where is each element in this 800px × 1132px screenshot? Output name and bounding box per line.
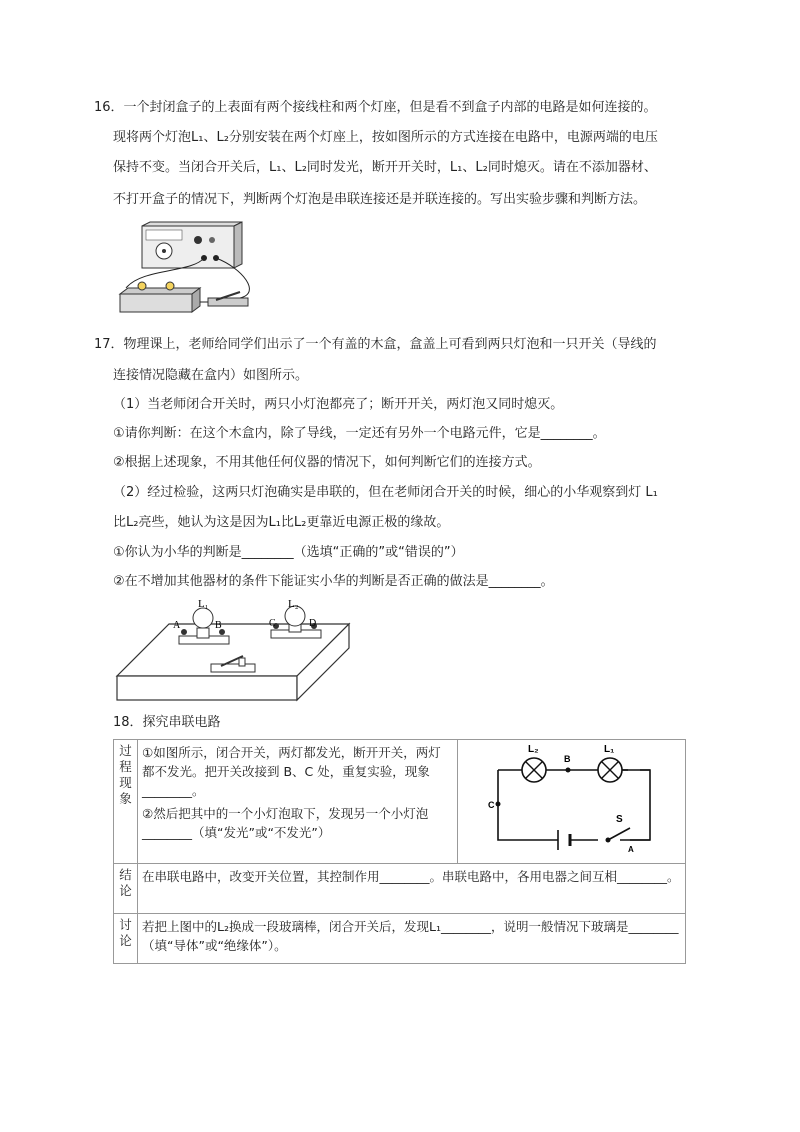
power-supply (142, 222, 242, 268)
q17-line8: ①你认为小华的判断是________（选填“正确的”或“错误的”） (113, 545, 464, 560)
q17-line1: 17．物理课上，老师给同学们出示了一个有盖的木盒，盒盖上可看到两只灯泡和一只开关（导线的 (94, 337, 657, 352)
q17-line3: （1）当老师闭合开关时，两只小灯泡都亮了；断开开关，两灯泡又同时熄灭。 (113, 397, 564, 412)
label-l1: L₁ (198, 598, 209, 610)
row-conclusion-text: 在串联电路中，改变开关位置，其控制作用________。串联电路中，各用电器之间互相________。 (138, 864, 686, 914)
process-item-2: ②然后把其中的一个小灯泡取下，发现另一个小灯泡________（填“发光”或“不发光”） (142, 806, 429, 840)
circuit-label-c: C (488, 800, 495, 810)
row-label-discussion: 讨 论 (114, 914, 138, 964)
lamp-l2 (269, 598, 321, 638)
row-label-process: 过 程 现 象 (114, 740, 138, 864)
q16-circuit-figure (112, 218, 262, 318)
q16-line4: 不打开盒子的情况下，判断两个灯泡是串联连接还是并联连接的。写出实验步骤和判断方法。 (113, 192, 647, 207)
circuit-label-b: B (564, 754, 571, 764)
circuit-label-s: S (616, 814, 623, 825)
circuit-switch (608, 828, 630, 840)
label-d: D (309, 618, 317, 629)
label-b: B (215, 620, 222, 631)
q17-line2: 连接情况隐藏在盒内）如图所示。 (113, 368, 309, 383)
row-process-text (138, 740, 458, 864)
knife-switch (208, 292, 248, 306)
q18-table (113, 739, 686, 964)
circuit-cell (458, 740, 686, 864)
label-l2: L₂ (288, 598, 299, 610)
q18-title: 18．探究串联电路 (113, 715, 221, 730)
q17-line4: ①请你判断：在这个木盒内，除了导线，一定还有另外一个电路元件，它是________。 (113, 426, 606, 441)
q17-line7: 比L₂亮些，她认为这是因为L₁比L₂更靠近电源正极的缘故。 (113, 515, 450, 530)
lamp-l1 (173, 598, 229, 644)
q16-line3: 保持不变。当闭合开关后，L₁、L₂同时发光，断开开关时，L₁、L₂同时熄灭。请在不添加器材、 (113, 160, 657, 175)
circuit-battery (558, 830, 570, 850)
circuit-lamp-l2 (522, 758, 546, 782)
circuit-label-l1: L₁ (604, 744, 615, 755)
circuit-label-l2: L₂ (528, 744, 539, 755)
q17-line6: （2）经过检验，这两只灯泡确实是串联的，但在老师闭合开关的时候，细心的小华观察到灯 L₁ (113, 485, 658, 500)
row-label-conclusion: 结 论 (114, 864, 138, 914)
series-circuit-diagram (458, 740, 684, 858)
q17-wooden-box-figure (115, 596, 351, 702)
process-item-1: ①如图所示，闭合开关，两灯都发光，断开开关，两灯都不发光。把开关改接到 B、C 处，重复实验，现象________。 (142, 745, 441, 798)
row-discussion-text: 若把上图中的L₂换成一段玻璃棒，闭合开关后，发现L₁________，说明一般情况下玻璃是________（填“导体”或“绝缘体”）。 (138, 914, 686, 964)
q17-line5: ②根据上述现象，不用其他任何仪器的情况下，如何判断它们的连接方式。 (113, 455, 541, 470)
q16-line1: 16．一个封闭盒子的上表面有两个接线柱和两个灯座，但是看不到盒子内部的电路是如何连接的。 (94, 100, 657, 115)
lamp-box (120, 282, 200, 312)
circuit-label-a: A (628, 845, 634, 854)
circuit-lamp-l1 (598, 758, 622, 782)
label-c: C (269, 618, 276, 629)
q16-line2: 现将两个灯泡L₁、L₂分别安装在两个灯座上，按如图所示的方式连接在电路中，电源两端的电压 (113, 130, 658, 145)
label-a: A (173, 620, 181, 631)
q17-line9: ②在不增加其他器材的条件下能证实小华的判断是否正确的做法是________。 (113, 574, 554, 589)
